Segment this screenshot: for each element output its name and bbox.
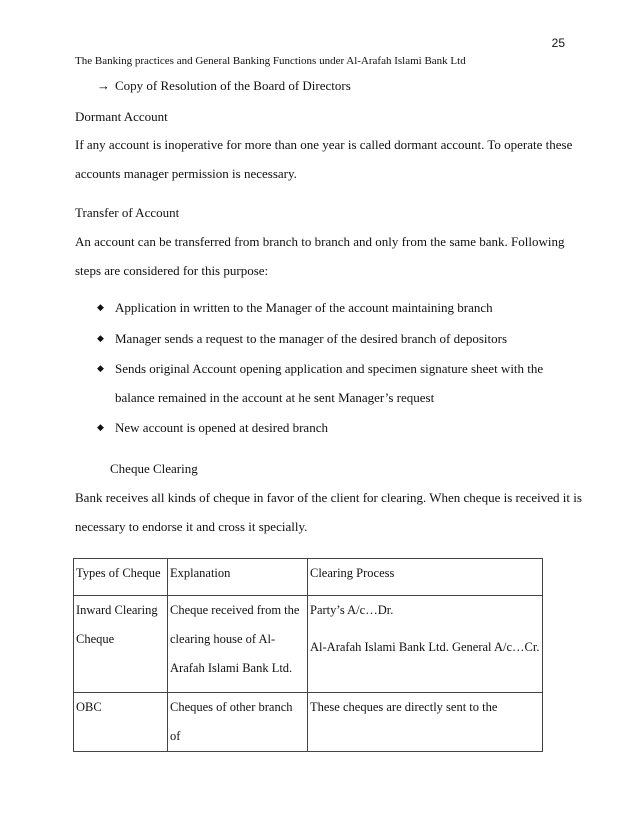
page-number: 25 bbox=[551, 36, 565, 50]
diamond-bullet-icon: ◆ bbox=[97, 422, 104, 432]
list-item-text: New account is opened at desired branch bbox=[115, 420, 328, 435]
table-header-cell: Clearing Process bbox=[308, 559, 543, 596]
list-item bbox=[97, 361, 543, 377]
table-cell bbox=[308, 596, 543, 693]
table-header-row bbox=[74, 559, 543, 596]
right-arrow-icon: → bbox=[97, 78, 110, 93]
list-item-continuation: balance remained in the account at he sent Manager’s request bbox=[115, 390, 435, 405]
list-item-text: Manager sends a request to the manager of the desired branch of depositors bbox=[115, 331, 508, 346]
diamond-bullet-icon: ◆ bbox=[97, 302, 104, 312]
transfer-paragraph-line-2: steps are considered for this purpose: bbox=[75, 263, 269, 278]
cheque-heading: Cheque Clearing bbox=[110, 461, 198, 476]
table-row bbox=[74, 693, 543, 752]
cell-line: Inward Clearing bbox=[76, 603, 158, 617]
dormant-heading: Dormant Account bbox=[75, 109, 168, 124]
table-cell bbox=[168, 596, 308, 693]
dormant-paragraph-line-1: If any account is inoperative for more than one year is called dormant account. To operate these bbox=[75, 137, 573, 152]
transfer-heading: Transfer of Account bbox=[75, 205, 180, 220]
transfer-paragraph-line-1: An account can be transferred from branch to branch and only from the same bank. Following bbox=[75, 234, 565, 249]
diamond-bullet-icon: ◆ bbox=[97, 333, 104, 343]
table-cell: These cheques are directly sent to the bbox=[308, 693, 543, 752]
table-row bbox=[74, 596, 543, 693]
cheque-paragraph-line-2: necessary to endorse it and cross it specially. bbox=[75, 519, 308, 534]
cell-line: Cheque bbox=[76, 632, 115, 646]
list-item-text: Sends original Account opening application and specimen signature sheet with the bbox=[115, 361, 544, 376]
table-cell: OBC bbox=[74, 693, 168, 752]
cell-line: Arafah Islami Bank Ltd. bbox=[170, 661, 293, 675]
table-cell bbox=[74, 596, 168, 693]
table-cell: Cheques of other branch of bbox=[168, 693, 308, 752]
cheque-table bbox=[73, 558, 543, 752]
table-header-cell: Explanation bbox=[168, 559, 308, 596]
cell-line: clearing house of Al- bbox=[170, 632, 276, 646]
cell-line: Al-Arafah Islami Bank Ltd. General A/c…Cr. bbox=[310, 640, 540, 654]
cell-line: Cheque received from the bbox=[170, 603, 300, 617]
arrow-list-item bbox=[97, 78, 351, 94]
running-header: The Banking practices and General Banking Functions under Al-Arafah Islami Bank Ltd bbox=[75, 55, 466, 67]
cheque-paragraph-line-1: Bank receives all kinds of cheque in favor of the client for clearing. When cheque is received it is bbox=[75, 490, 582, 505]
table-header-cell: Types of Cheque bbox=[74, 559, 168, 596]
list-item bbox=[97, 420, 328, 436]
list-item-text: Application in written to the Manager of the account maintaining branch bbox=[115, 300, 493, 315]
arrow-list-item-text: Copy of Resolution of the Board of Directors bbox=[115, 78, 351, 93]
diamond-bullet-icon: ◆ bbox=[97, 363, 104, 373]
cell-line: Party’s A/c…Dr. bbox=[310, 603, 394, 617]
list-item bbox=[97, 331, 507, 347]
dormant-paragraph-line-2: accounts manager permission is necessary. bbox=[75, 166, 297, 181]
list-item bbox=[97, 300, 493, 316]
